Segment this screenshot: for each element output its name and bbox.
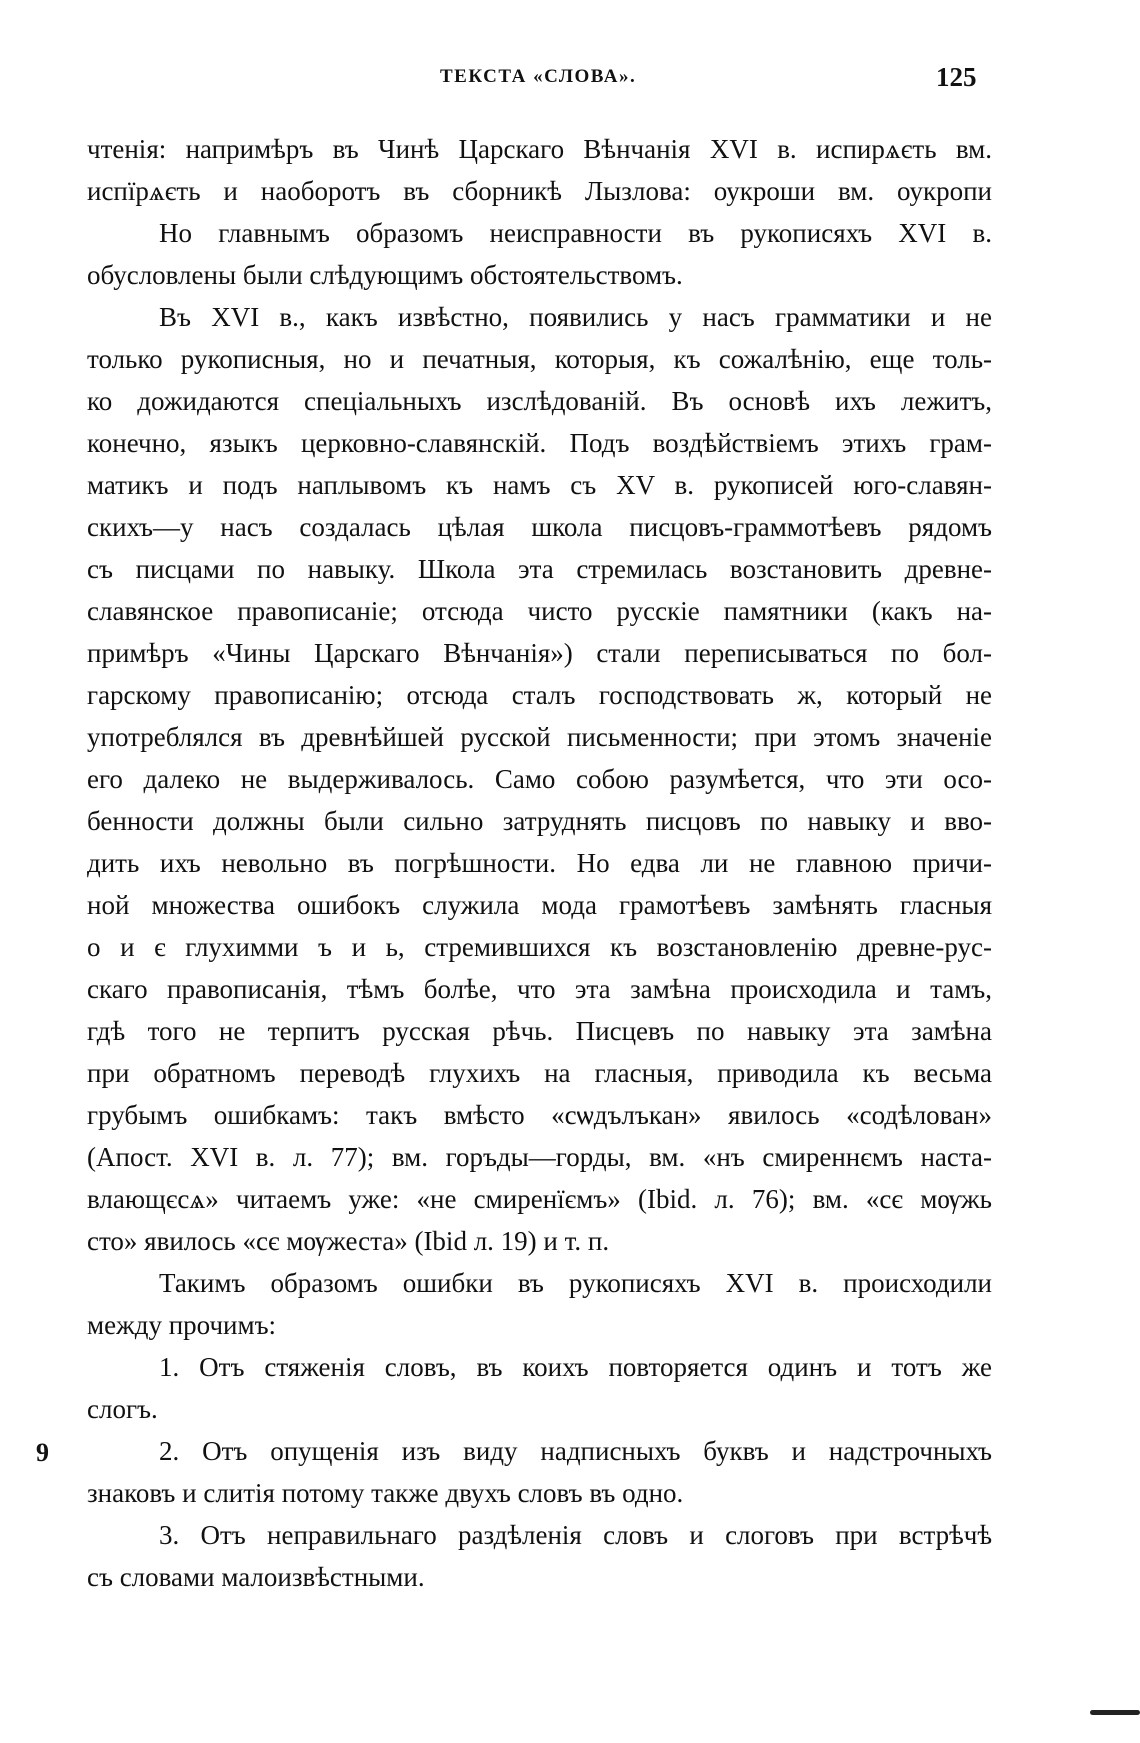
text-line: бенности должны были сильно затруднять писцовъ по навыку и вво-: [87, 806, 992, 836]
paragraph-start-line: Такимъ образомъ ошибки въ рукописяхъ XVI в. происходили: [159, 1268, 992, 1298]
list-item-1-end: слогъ.: [87, 1394, 158, 1424]
list-item-1-line: 1. Отъ стяженія словъ, въ коихъ повторяется одинъ и тотъ же: [159, 1352, 992, 1382]
margin-mark: 9: [36, 1438, 49, 1467]
text-line: съ писцами по навыку. Школа эта стремилась возстановить древне-: [87, 554, 992, 584]
paragraph-start-line: Но главнымъ образомъ неисправности въ рукописяхъ XVI в.: [159, 218, 992, 248]
text-line: ной множества ошибокъ служила мода грамотѣевъ замѣнять гласныя: [87, 890, 992, 920]
text-line: употреблялся въ древнѣйшей русской письменности; при этомъ значеніе: [87, 722, 992, 752]
list-item-3-end: съ словами малоизвѣстными.: [87, 1562, 425, 1592]
text-line: дить ихъ невольно въ погрѣшности. Но едва ли не главною причи-: [87, 848, 992, 878]
text-line: скихъ—у насъ создалась цѣлая школа писцовъ-граммотѣевъ рядомъ: [87, 512, 992, 542]
text-line: чтенія: напримѣръ въ Чинѣ Царскаго Вѣнчанія XVI в. испирѧєть вм.: [87, 134, 992, 164]
text-line: примѣръ «Чины Царскаго Вѣнчанія») стали переписываться по бол-: [87, 638, 992, 668]
text-line: гарскому правописанію; отсюда сталъ господствовать ж, который не: [87, 680, 992, 710]
text-line: славянское правописаніе; отсюда чисто русскіе памятники (какъ на-: [87, 596, 992, 626]
text-line: гдѣ того не терпитъ русская рѣчь. Писцевъ по навыку эта замѣна: [87, 1016, 992, 1046]
text-line: при обратномъ переводѣ глухихъ на гласныя, приводила къ весьма: [87, 1058, 992, 1088]
text-line: (Апост. XVI в. л. 77); вм. горъды—горды, вм. «нъ смиреннємъ наста-: [87, 1142, 992, 1172]
text-line: матикъ и подъ наплывомъ къ намъ съ XV в. рукописей юго-славян-: [87, 470, 992, 500]
text-line: грубымъ ошибкамъ: такъ вмѣсто «сѡдълъкан» явилось «содѣлован»: [87, 1100, 992, 1130]
paragraph-end-line: между прочимъ:: [87, 1310, 277, 1340]
list-item-2-line: 2. Отъ опущенія изъ виду надписныхъ буквъ и надстрочныхъ: [159, 1436, 992, 1466]
page-number: 125: [936, 62, 977, 92]
paragraph-end-line: сто» явилось «сє мѹжеста» (Ibid л. 19) и т. п.: [87, 1226, 610, 1256]
paragraph-start-line: Въ XVI в., какъ извѣстно, появились у насъ грамматики и не: [159, 302, 992, 332]
body-text: [87, 128, 992, 1598]
text-line: ко дожидаются спеціальныхъ изслѣдованій. Въ основѣ ихъ лежитъ,: [87, 386, 992, 416]
corner-stroke: [1090, 1710, 1140, 1715]
list-item-3-line: 3. Отъ неправильнаго раздѣленія словъ и слоговъ при встрѣчѣ: [159, 1520, 992, 1550]
text-line: его далеко не выдерживалось. Само собою разумѣется, что эти осо-: [87, 764, 992, 794]
text-line: испїрѧєть и наоборотъ въ сборникѣ Лызлова: оукроши вм. оукропи: [87, 176, 992, 206]
text-line: только рукописныя, но и печатныя, которыя, къ сожалѣнію, еще толь-: [87, 344, 992, 374]
running-title: ТЕКСТА «СЛОВА».: [440, 66, 637, 87]
list-item-2-end: знаковъ и слитія потому также двухъ словъ въ одно.: [87, 1478, 684, 1508]
text-line: конечно, языкъ церковно-славянскій. Подъ воздѣйствіемъ этихъ грам-: [87, 428, 992, 458]
text-line: скаго правописанія, тѣмъ болѣе, что эта замѣна происходила и тамъ,: [87, 974, 992, 1004]
text-line: влающєсѧ» читаемъ уже: «не смиренїємъ» (Ibid. л. 76); вм. «сє мѹжь: [87, 1184, 992, 1214]
text-line: о и є глухимми ъ и ь, стремившихся къ возстановленію древне-рус-: [87, 932, 992, 962]
paragraph-end-line: обусловлены были слѣдующимъ обстоятельствомъ.: [87, 260, 683, 290]
